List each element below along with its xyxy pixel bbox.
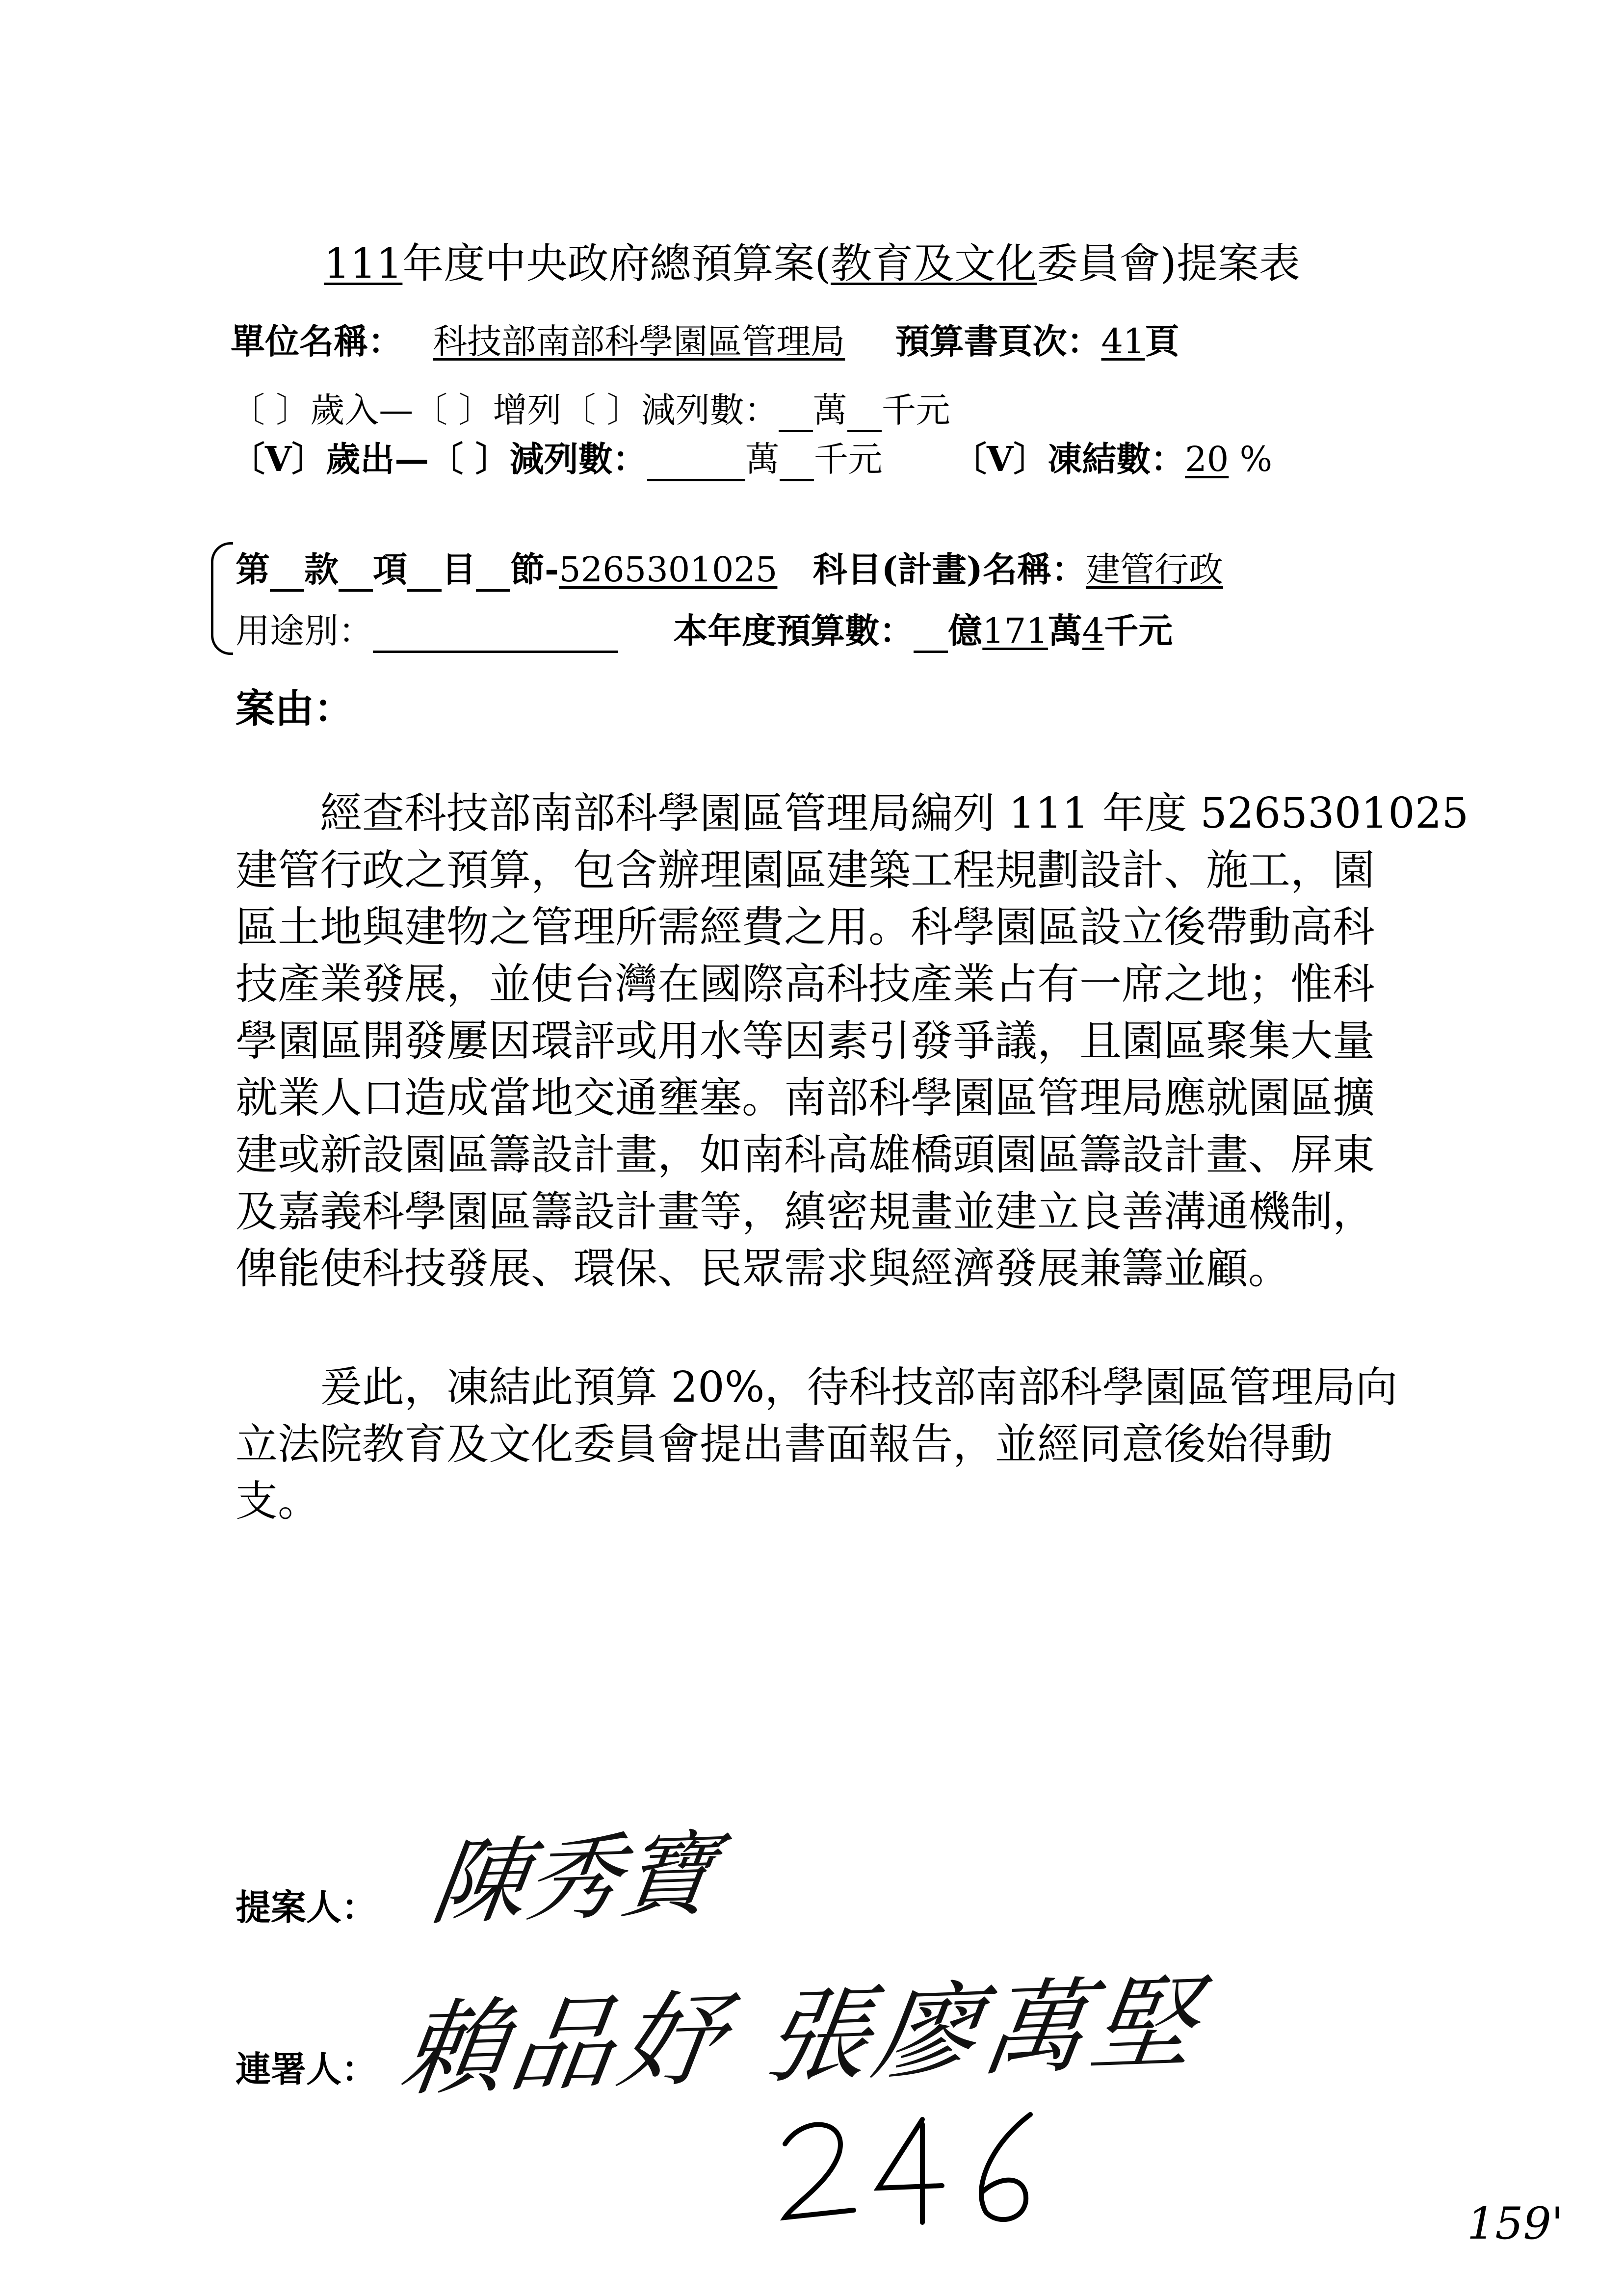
usage-row: 用途別： 本年度預算數： 億171萬4千元 [236,603,1173,653]
reason-paragraph-2: 爰此，凍結此預算 20%，待科技部南部科學園區管理局向 立法院教育及文化委員會提出書面報告，並經同意後始得動 支。 [236,1363,1398,1526]
document-title: 111年度中央政府總預算案(教育及文化委員會)提案表 [324,239,1300,287]
cosigner-signatures: 賴品妤 張廖萬堅 [393,1962,1209,2111]
reason-paragraph-1: 經查科技部南部科學園區管理局編列 111 年度 5265301025 建管行政之預算，包含辦理園區建築工程規劃設計、施工，園 區土地與建物之管理所需經費之用。科學園區設立後帶動高科 技產業發展，並使台灣在國際高科技產業占有一席之地；惟科 學園區開發屢因環評或用水等因素引發爭議，且園區聚集大量 就業人口造成當地交通壅塞。南部科學園區管理局應就園區擴 建或新設園區籌設計畫，如南科高雄橋頭園區籌設計畫、屏東 及嘉義科學園區籌設計畫等，縝密規畫並建立良善溝通機制， 俾能使科技發展、環保、民眾需求與經濟發展兼籌並顧。 [236,789,1469,1293]
bracket [211,542,233,655]
page-mark: 159' [1467,2198,1564,2249]
item-row: 第 款 項 目 節-5265301025 科目(計畫)名稱：建管行政 [236,542,1223,592]
proposer-label: 提案人： [236,1886,377,1928]
reason-label: 案由： [236,685,353,731]
revenue-row: 〔 〕歲入—〔 〕增列〔 〕減列數： 萬 千元 [231,383,950,432]
handwritten-number [775,2105,1050,2232]
proposer-signature: 陳秀寶 [425,1820,722,1938]
expense-row: 〔V〕歲出—〔 〕減列數： 萬 千元 〔V〕凍結數：20 % [231,432,1272,481]
unit-row: 單位名稱： 科技部南部科學園區管理局 預算書頁次：41頁 [231,321,1179,362]
cosigner-label: 連署人： [236,2048,377,2090]
